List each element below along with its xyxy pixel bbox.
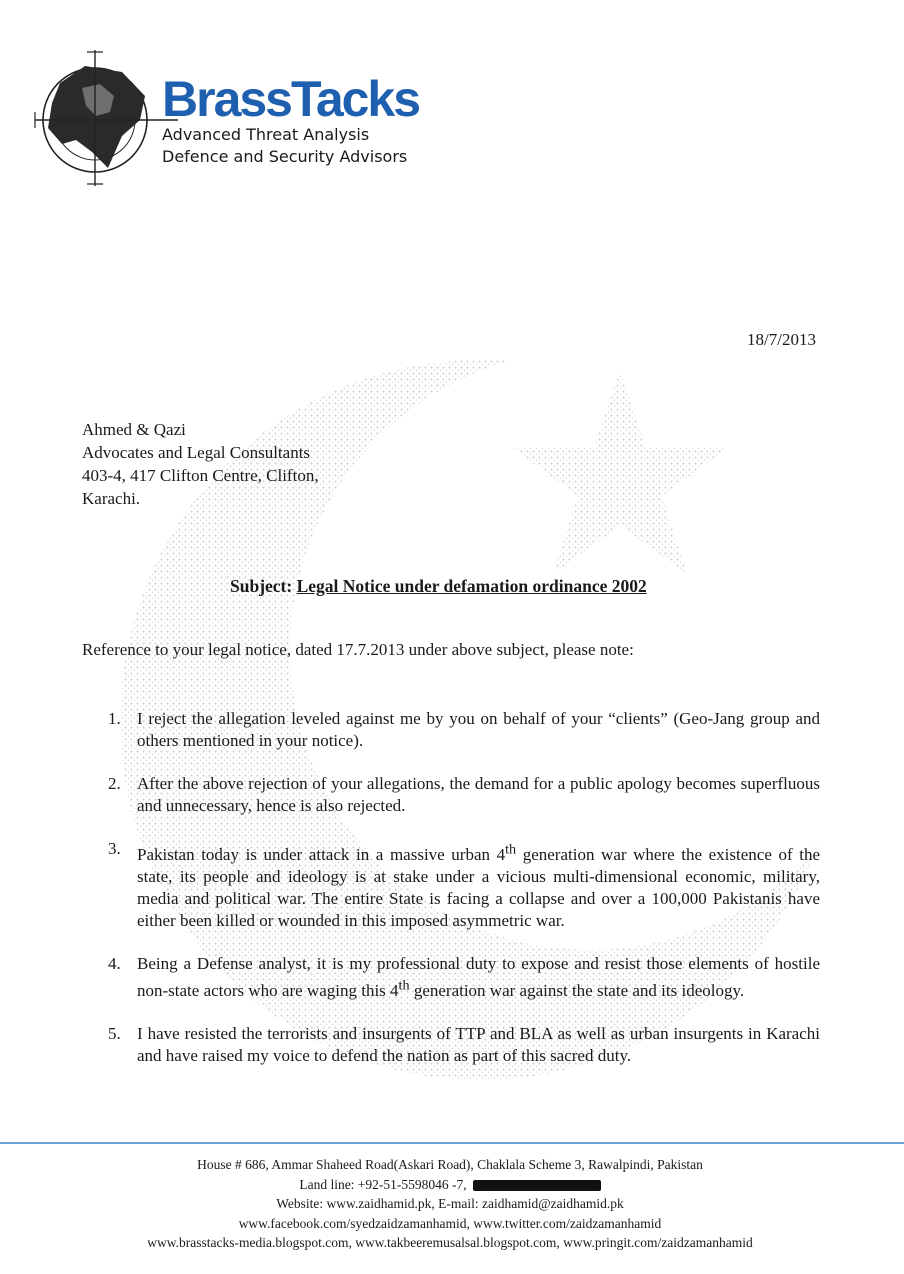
item-number: 3. [108, 839, 121, 858]
item-text: I reject the allegation leveled against me by you on behalf of your “clients” (Geo-Jang group and others mentioned in your notice). [137, 709, 820, 750]
points-list [104, 708, 820, 1088]
tagline-security-advisors: Defence and Security Advisors [162, 147, 408, 166]
item-number: 2. [108, 774, 121, 793]
recipient-firm: Advocates and Legal Consultants [82, 443, 311, 462]
list-item [104, 838, 820, 932]
crosshair-map-icon [30, 48, 180, 188]
footer-divider [0, 1142, 904, 1144]
footer-website: Website: www.zaidhamid.pk, E-mail: zaidhamid@zaidhamid.pk [276, 1196, 624, 1211]
recipient-street: 403-4, 417 Clifton Centre, Clifton, [82, 466, 319, 485]
footer-landline: Land line: +92-51-5598046 -7, [299, 1176, 467, 1192]
item-text: Pakistan today is under attack in a massive urban 4th generation war where the existence of the state, its people and ideology is at stake under a vicious multi-dimensional economic, military, media and political war. The entire State is facing a collapse and over a 100,000 Pakistanis have either been killed or wounded in this imposed asymmetric war. [137, 841, 820, 930]
tagline-threat-analysis: Advanced Threat Analysis [162, 125, 370, 144]
subject-text: Legal Notice under defamation ordinance 2002 [296, 576, 647, 596]
footer-blogs: www.brasstacks-media.blogspot.com, www.takbeeremusalsal.blogspot.com, www.pringit.com/zaidzamanhamid [147, 1235, 753, 1250]
subject-label: Subject: [230, 576, 293, 596]
redaction-mark [473, 1180, 601, 1191]
subject-line [230, 576, 647, 597]
item-number: 5. [108, 1024, 121, 1044]
list-item [104, 953, 820, 1003]
letter-date: 18/7/2013 [747, 330, 816, 349]
list-item [104, 773, 820, 817]
brand-name: BrassTacks [162, 71, 420, 127]
item-number: 1. [108, 709, 121, 728]
list-item [104, 1023, 820, 1067]
recipient-name: Ahmed & Qazi [82, 420, 186, 439]
footer [40, 1155, 860, 1253]
intro-text: Reference to your legal notice, dated 17.7.2013 under above subject, please note: [82, 640, 634, 659]
list-item [104, 708, 820, 752]
recipient-address [82, 418, 319, 510]
item-text: I have resisted the terrorists and insurgents of TTP and BLA as well as urban insurgents in Karachi and have raised my voice to defend the nation as part of this sacred duty. [137, 1024, 820, 1066]
footer-address: House # 686, Ammar Shaheed Road(Askari Road), Chaklala Scheme 3, Rawalpindi, Pakistan [197, 1157, 703, 1172]
item-number: 4. [108, 953, 121, 973]
item-text: Being a Defense analyst, it is my professional duty to expose and resist those elements of hostile non-state actors who are waging this 4th generation war against the state and its ideology. [137, 953, 820, 1001]
item-text: After the above rejection of your allegations, the demand for a public apology becomes superfluous and unnecessary, hence is also rejected. [137, 774, 820, 815]
footer-social: www.facebook.com/syedzaidzamanhamid, www.twitter.com/zaidzamanhamid [238, 1215, 662, 1231]
footer-landline-row [40, 1175, 860, 1195]
recipient-city: Karachi. [82, 489, 141, 508]
